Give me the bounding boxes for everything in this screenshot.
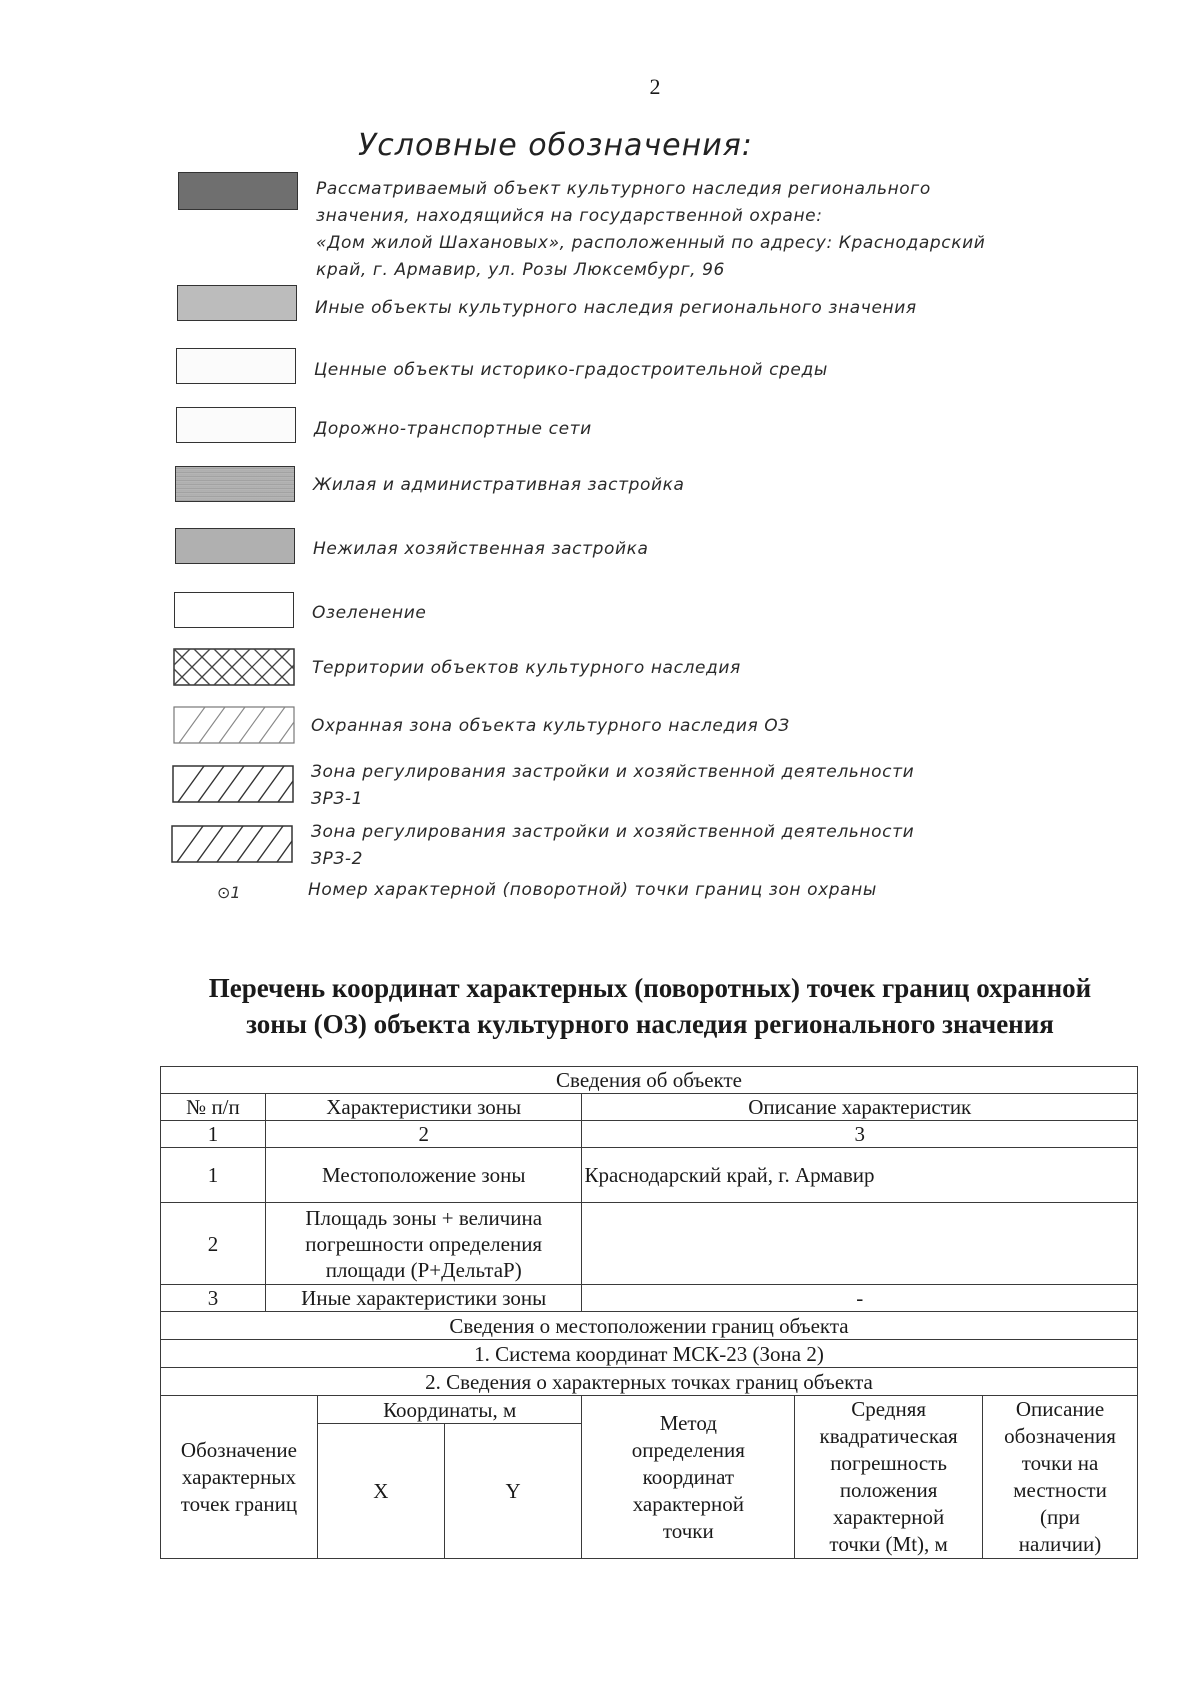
table-row [161, 1285, 1138, 1312]
row-characteristic-line: площади (Р+ДельтаР) [325, 1257, 522, 1282]
method-line: координат [642, 1464, 735, 1489]
legend-line: Зона регулирования застройки и хозяйственной деятельности [311, 762, 915, 782]
point-description-header [983, 1396, 1138, 1559]
legend-text-zrz-1 [311, 759, 914, 813]
coordinates-heading [160, 970, 1140, 1042]
location-title: Сведения о местоположении границ объекта [161, 1312, 1138, 1340]
row-description [582, 1203, 1138, 1285]
col-characteristics-header: Характеристики зоны [265, 1094, 582, 1121]
legend-line: Номер характерной (поворотной) точки границ зон охраны [308, 880, 877, 900]
row-characteristic: Иные характеристики зоны [265, 1285, 582, 1312]
table-row [161, 1148, 1138, 1203]
legend-text-non-residential [313, 536, 649, 563]
legend-text-greening [312, 600, 426, 627]
col-index: 2 [265, 1121, 582, 1148]
legend-line: Зона регулирования застройки и хозяйственной деятельности [311, 822, 915, 842]
heading-line: зоны (ОЗ) объекта культурного наследия регионального значения [246, 1009, 1054, 1039]
swatch-other-heritage [177, 285, 297, 321]
error-line: погрешность [830, 1451, 947, 1475]
legend-text-protection-zone [311, 713, 790, 740]
col-description-header: Описание характеристик [582, 1094, 1138, 1121]
legend-line: Озеленение [312, 603, 427, 623]
legend-text-residential [313, 472, 685, 499]
legend-line: ЗРЗ-1 [311, 789, 363, 809]
col-index: 3 [582, 1121, 1138, 1148]
legend-line: Ценные объекты историко-градостроительной среды [314, 360, 828, 380]
legend-line: Рассматриваемый объект культурного наследия регионального [316, 179, 931, 199]
legend-line: Охранная зона объекта культурного наследия ОЗ [311, 716, 790, 736]
point-description-line: наличии) [1018, 1532, 1102, 1556]
point-description-line: Описание [1015, 1397, 1105, 1421]
object-info-title: Сведения об объекте [161, 1067, 1138, 1094]
designation-line: Обозначение [180, 1437, 297, 1462]
row-characteristic-line: погрешности определения [305, 1231, 543, 1256]
swatch-valuable-objects [176, 348, 296, 384]
legend-line: значения, находящийся на государственной охране: [316, 206, 823, 226]
points-title: 2. Сведения о характерных точках границ объекта [161, 1368, 1138, 1396]
legend-text-point-number [308, 877, 877, 904]
point-description-line: точки на [1021, 1451, 1099, 1475]
point-marker-icon: ⊙1 [217, 883, 241, 902]
row-number: 2 [161, 1203, 266, 1285]
swatch-zrz-1 [172, 765, 294, 803]
row-description: Краснодарский край, г. Армавир [582, 1148, 1138, 1203]
legend-line: Дорожно-транспортные сети [314, 419, 592, 439]
row-characteristic [265, 1203, 582, 1285]
error-line: характерной [832, 1505, 945, 1529]
error-line: точки (Mt), м [829, 1532, 948, 1556]
error-line: Средняя [851, 1397, 927, 1421]
point-description-line: местности [1013, 1478, 1107, 1502]
page-number: 2 [649, 74, 661, 99]
swatch-zrz-2 [171, 825, 293, 863]
designation-header [161, 1396, 318, 1559]
swatch-heritage-territories [173, 648, 295, 686]
legend-line: ЗРЗ-2 [311, 849, 363, 869]
row-characteristic: Местоположение зоны [265, 1148, 582, 1203]
legend-text-heritage-territories [312, 655, 741, 682]
heading-line: Перечень координат характерных (поворотных) точек границ охранной [208, 973, 1092, 1003]
legend-line: Нежилая хозяйственная застройка [313, 539, 649, 559]
legend-line: край, г. Армавир, ул. Розы Люксембург, 96 [316, 260, 725, 280]
legend-line: Территории объектов культурного наследия [312, 658, 741, 678]
legend-line: «Дом жилой Шахановых», расположенный по адресу: Краснодарский [316, 233, 986, 253]
legend-title: Условные обозначения: [358, 128, 753, 163]
swatch-residential [175, 466, 295, 502]
col-number-header: № п/п [161, 1094, 266, 1121]
coord-system: 1. Система координат МСК-23 (Зона 2) [161, 1340, 1138, 1368]
x-header: X [317, 1424, 444, 1559]
method-line: характерной [632, 1491, 744, 1516]
legend-text-considered-object [316, 176, 985, 284]
error-line: квадратическая [819, 1424, 958, 1448]
point-description-line: (при [1040, 1505, 1081, 1529]
swatch-protection-zone [173, 706, 295, 744]
col-index: 1 [161, 1121, 266, 1148]
row-characteristic-line: Площадь зоны + величина [305, 1205, 543, 1230]
legend-line: Иные объекты культурного наследия регионального значения [315, 298, 917, 318]
swatch-road-networks [176, 407, 296, 443]
legend-line: Жилая и административная застройка [313, 475, 685, 495]
method-line: Метод [659, 1410, 717, 1435]
legend-text-other-heritage [315, 295, 917, 322]
method-line: точки [662, 1518, 714, 1543]
legend-text-valuable-objects [314, 357, 828, 384]
error-line: положения [839, 1478, 938, 1502]
designation-line: характерных [181, 1464, 297, 1489]
legend-text-zrz-2 [311, 819, 914, 873]
swatch-considered-object [178, 172, 298, 210]
legend-text-road-networks [314, 416, 592, 443]
y-header: Y [444, 1424, 582, 1559]
method-header [582, 1396, 795, 1559]
row-description: - [582, 1285, 1138, 1312]
error-header [795, 1396, 983, 1559]
method-line: определения [631, 1437, 745, 1462]
swatch-greening [174, 592, 294, 628]
row-number: 1 [161, 1148, 266, 1203]
designation-line: точек границ [180, 1491, 298, 1516]
point-description-line: обозначения [1004, 1424, 1116, 1448]
table-row [161, 1203, 1138, 1285]
coordinates-table [160, 1066, 1138, 1559]
coordinates-header: Координаты, м [317, 1396, 582, 1424]
row-number: 3 [161, 1285, 266, 1312]
swatch-non-residential [175, 528, 295, 564]
